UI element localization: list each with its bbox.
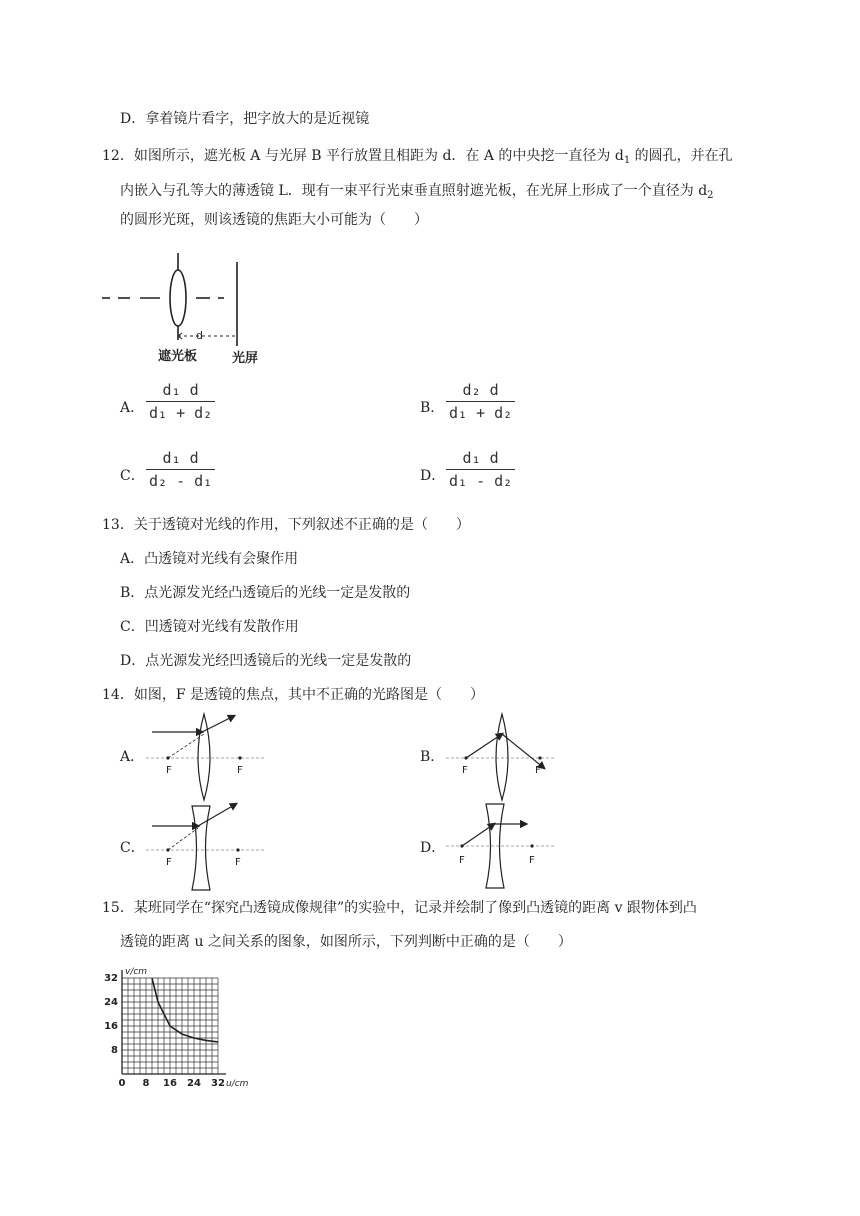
q14-a-focus-right: F [237,765,243,776]
q13-option-c: C．凹透镜对光线有发散作用 [120,619,299,635]
q12-stem-line2 [120,181,714,206]
chart-x-tick-label: 0 [118,1078,126,1088]
q14-b-focus-left: F [462,765,468,776]
fraction-denominator: d₁ + d₂ [149,404,213,422]
q13-option-b: B．点光源发光经凸透镜后的光线一定是发散的 [120,585,411,601]
q14-diagram-c [146,800,266,892]
chart-x-tick-label: 24 [187,1078,201,1088]
q13-option-d: D．点光源发光经凹透镜后的光线一定是发散的 [120,653,412,669]
fraction-bar [146,469,215,470]
q14-d-focus-left: F [459,855,465,866]
chart-x-tick-label: 32 [211,1078,225,1088]
fraction-numerator: d₂ d [462,381,499,399]
q12-option-d-label: D． [420,468,446,484]
q12-fig-label-screen: 光屏 [232,351,259,366]
q12-option-b-label: B． [420,400,445,416]
q12-fig-label-d: d [196,329,203,342]
fraction-numerator: d₁ d [162,449,199,467]
q12-stem-line3: 的圆形光斑，则该透镜的焦距大小可能为（ ） [120,212,428,228]
fraction-numerator: d₁ d [462,449,499,467]
fraction-numerator: d₁ d [162,381,199,399]
q12-option-c-label: C． [120,468,145,484]
q15-stem-line2: 透镜的距离 u 之间关系的图象，如图所示，下列判断中正确的是（ ） [120,934,572,950]
q12-stem-text-end: 的圆孔，并在孔 [630,148,733,164]
chart-y-axis-label: v/cm [125,967,148,977]
q14-c-focus-left: F [166,857,172,868]
fraction-denominator: d₂ - d₁ [149,472,213,490]
q13-option-a: A．凸透镜对光线有会聚作用 [120,551,299,567]
q14-diagram-a [146,712,266,804]
chart-y-tick-label: 16 [104,1021,118,1032]
chart-x-tick-label: 16 [163,1078,177,1088]
q12-fig-label-plate: 遮光板 [158,349,198,364]
q12-stem-line1 [102,146,733,171]
q11-option-d: D．拿着镜片看字，把字放大的是近视镜 [120,111,370,127]
q14-option-d-label: D． [420,840,446,856]
q14-diagram-d [446,800,556,892]
q14-b-focus-right: F [535,765,541,776]
q12-option-d-fraction [446,448,515,491]
fraction-bar [446,469,515,470]
chart-y-tick-label: 32 [104,973,118,984]
chart-y-tick-label: 24 [104,997,118,1008]
q12-sub-d2: 2 [707,190,714,201]
q12-option-b-fraction [446,380,515,423]
q12-option-a-fraction [146,380,215,423]
q12-stem-text2: 内嵌入与孔等大的薄透镜 L．现有一束平行光束垂直照射遮光板，在光屏上形成了一个直径为 d [120,183,708,199]
q14-d-focus-right: F [529,855,535,866]
fraction-denominator: d₁ - d₂ [449,472,513,490]
q12-lens-figure [100,248,270,368]
q14-c-focus-right: F [235,857,241,868]
q14-stem: 14．如图，F 是透镜的焦点，其中不正确的光路图是（ ） [102,687,484,703]
chart-x-axis-label: u/cm [226,1079,249,1088]
chart-x-tick-label: 8 [142,1078,150,1088]
chart-y-tick-label: 8 [111,1045,118,1056]
q14-a-focus-left: F [166,765,172,776]
q14-option-b-label: B． [420,749,445,765]
fraction-bar [146,401,215,402]
q12-stem-text: 12．如图所示，遮光板 A 与光屏 B 平行放置且相距为 d．在 A 的中央挖一直径为 d [102,148,624,164]
q13-stem: 13．关于透镜对光线的作用，下列叙述不正确的是（ ） [102,517,470,533]
q12-option-c-fraction [146,448,215,491]
fraction-denominator: d₁ + d₂ [449,404,513,422]
q15-stem-line1: 15．某班同学在“探究凸透镜成像规律”的实验中，记录并绘制了像到凸透镜的距离 v 跟物体到凸 [102,900,697,916]
q14-diagram-b [446,712,556,804]
q12-sub-d1: 1 [623,155,631,166]
fraction-bar [446,401,515,402]
q12-option-a-label: A． [120,400,145,416]
q14-option-a-label: A． [120,749,145,765]
q14-option-c-label: C． [120,840,145,856]
q15-v-u-chart [100,966,250,1088]
